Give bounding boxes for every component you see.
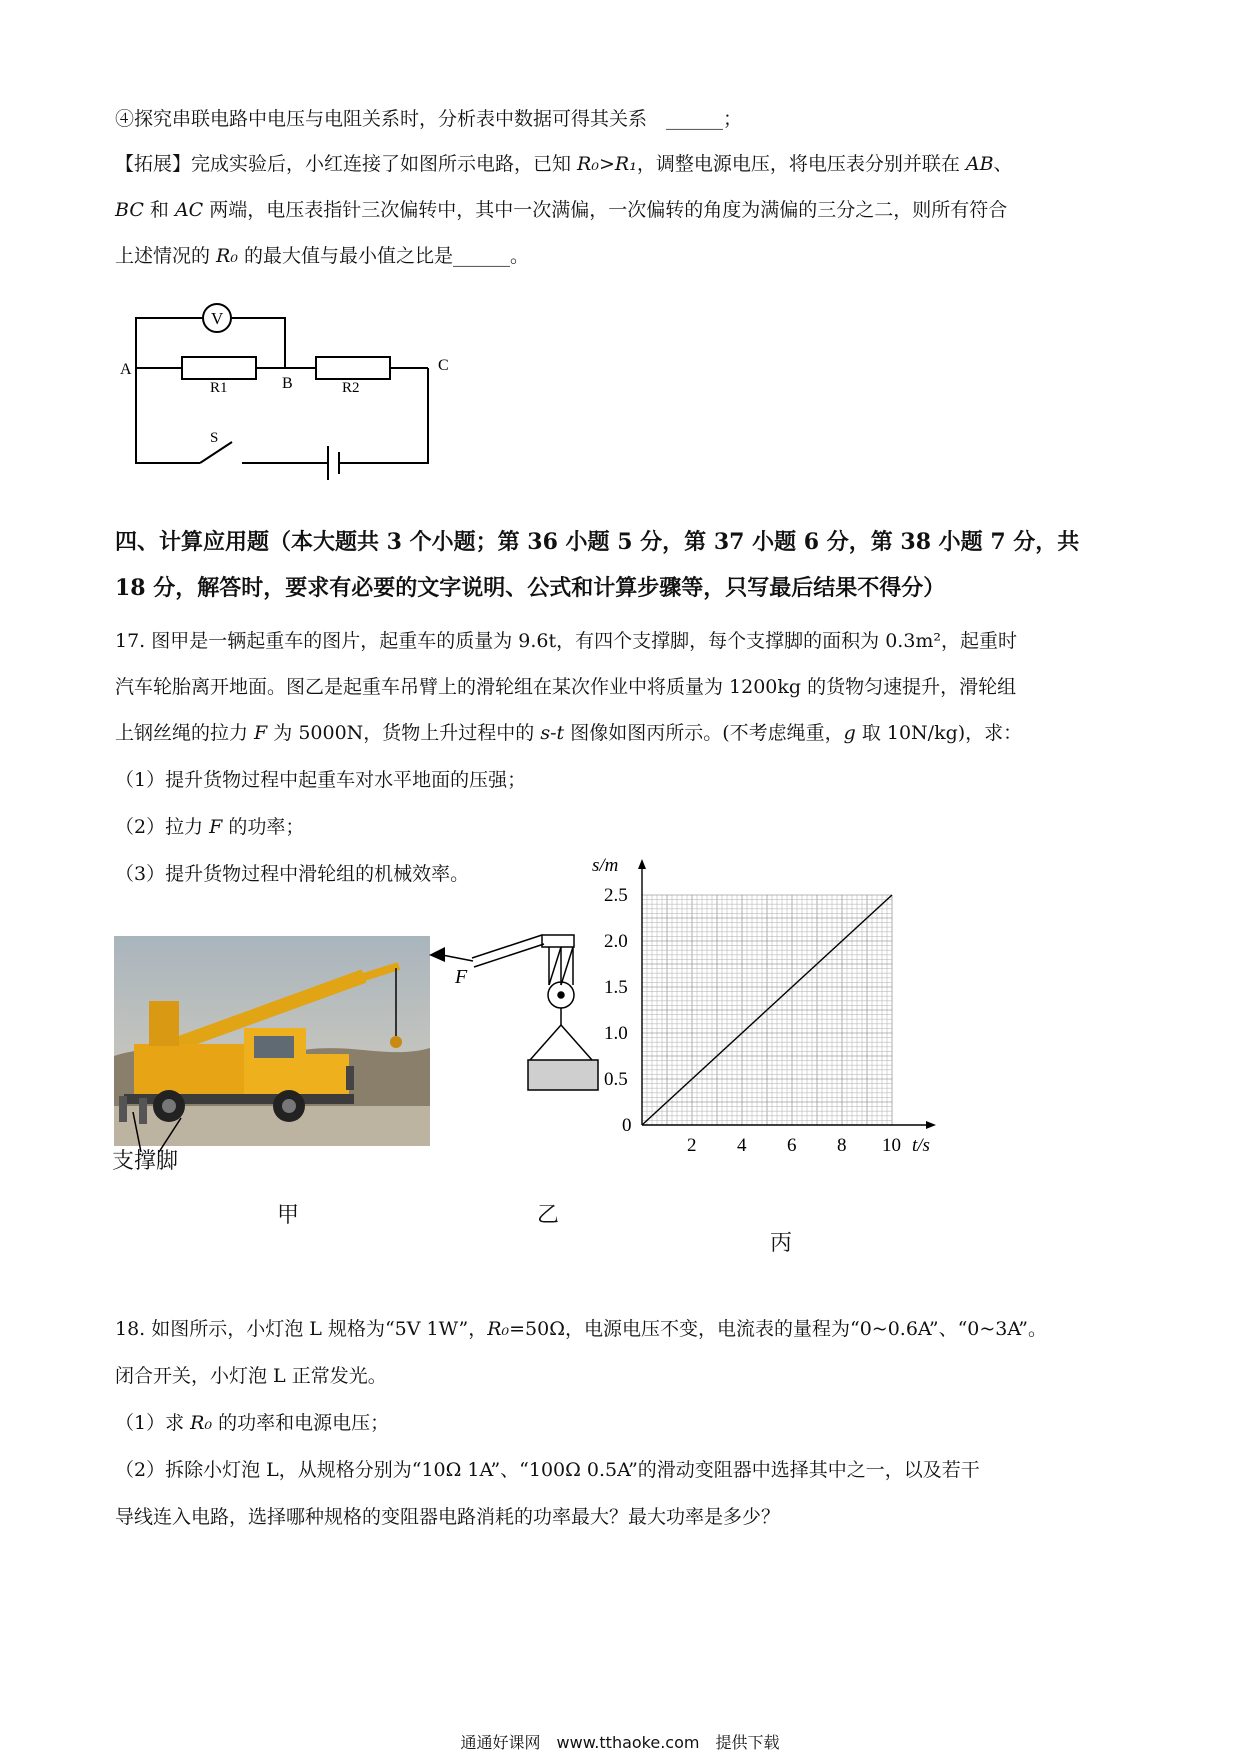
y-tick-label: 2.0 [604,931,628,952]
s-t-chart [590,855,960,1156]
switch-label: S [210,430,219,446]
x-tick-label: 4 [737,1135,747,1156]
x-tick-label: 6 [787,1135,797,1156]
support-legs-label: 支撑脚 [112,1149,179,1174]
section-4-heading-line-1: 四、计算应用题（本大题共 3 个小题；第 36 小题 5 分，第 37 小题 6 分，第 38 小题 7 分，共 [115,529,1080,555]
origin-label: 0 [622,1115,632,1136]
pulley-diagram [425,925,610,1150]
q18-sub-1: （1）求 R₀ 的功率和电源电压； [115,1412,390,1434]
q17-sub-3: （3）提升货物过程中滑轮组的机械效率。 [115,863,470,885]
node-b-label: B [282,375,293,392]
y-tick-label: 1.5 [604,977,628,998]
q18-line-2: 闭合开关，小灯泡 L 正常发光。 [115,1365,387,1387]
extension-line-1: 【拓展】完成实验后，小红连接了如图所示电路，已知 R₀>R₁，调整电源电压，将电压表分别并联在 AB、 [115,153,1013,175]
q17-line-1: 17. 图甲是一辆起重车的图片，起重车的质量为 9.6t，有四个支撑脚，每个支撑脚的面积为 0.3m²，起重时 [115,630,1018,652]
page-footer: 通通好课网 www.tthaoke.com 提供下载 [460,1733,780,1752]
section-4-heading-line-2: 18 分，解答时，要求有必要的文字说明、公式和计算步骤等，只写最后结果不得分） [115,575,946,601]
q18-sub-2-line-2: 导线连入电路，选择哪种规格的变阻器电路消耗的功率最大？最大功率是多少？ [115,1506,781,1528]
extension-line-2: BC 和 AC 两端，电压表指针三次偏转中，其中一次满偏，一次偏转的角度为满偏的三分之二，则所有符合 [115,199,1008,221]
x-axis-arrow [926,1121,936,1129]
pull-force-label: F [455,966,468,988]
x-tick-label: 10 [882,1135,901,1156]
r2-label: R2 [342,380,360,396]
q18-sub-2-line-1: （2）拆除小灯泡 L，从规格分别为“10Ω 1A”、“100Ω 0.5A”的滑动变阻器中选择其中之一，以及若干 [115,1459,980,1481]
voltmeter-label: V [211,309,224,328]
figure-yi-caption: 乙 [537,1203,560,1228]
q17-line-3: 上钢丝绳的拉力 F 为 5000N，货物上升过程中的 s-t 图像如图丙所示。(不考虑绳重，g 取 10N/kg)，求： [115,722,1023,744]
circuit-diagram [110,290,490,505]
x-tick-label: 2 [687,1135,697,1156]
figure-bing-caption: 丙 [770,1231,793,1256]
q17-sub-1: （1）提升货物过程中起重车对水平地面的压强； [115,769,527,791]
extension-line-3: 上述情况的 R₀ 的最大值与最小值之比是______。 [115,245,530,267]
x-axis-label: t/s [912,1135,930,1156]
y-tick-label: 2.5 [604,885,628,906]
y-axis-label: s/m [592,855,619,876]
node-a-label: A [120,361,132,378]
y-tick-label: 1.0 [604,1023,628,1044]
y-tick-label: 0.5 [604,1069,628,1090]
x-tick-label: 8 [837,1135,847,1156]
q17-sub-2: （2）拉力 F 的功率； [115,816,305,838]
q18-line-1: 18. 如图所示，小灯泡 L 规格为“5V 1W”，R₀=50Ω，电源电压不变，电流表的量程为“0~0.6A”、“0~3A”。 [115,1318,1048,1340]
q17-line-2: 汽车轮胎离开地面。图乙是起重车吊臂上的滑轮组在某次作业中将质量为 1200kg 的货物匀速提升，滑轮组 [115,676,1017,698]
node-c-label: C [438,357,449,374]
figure-jia-caption: 甲 [277,1203,300,1228]
q4-line: ④探究串联电路中电压与电阻关系时，分析表中数据可得其关系 ______； [115,108,743,130]
r1-label: R1 [210,380,228,396]
y-axis-arrow [638,859,646,869]
